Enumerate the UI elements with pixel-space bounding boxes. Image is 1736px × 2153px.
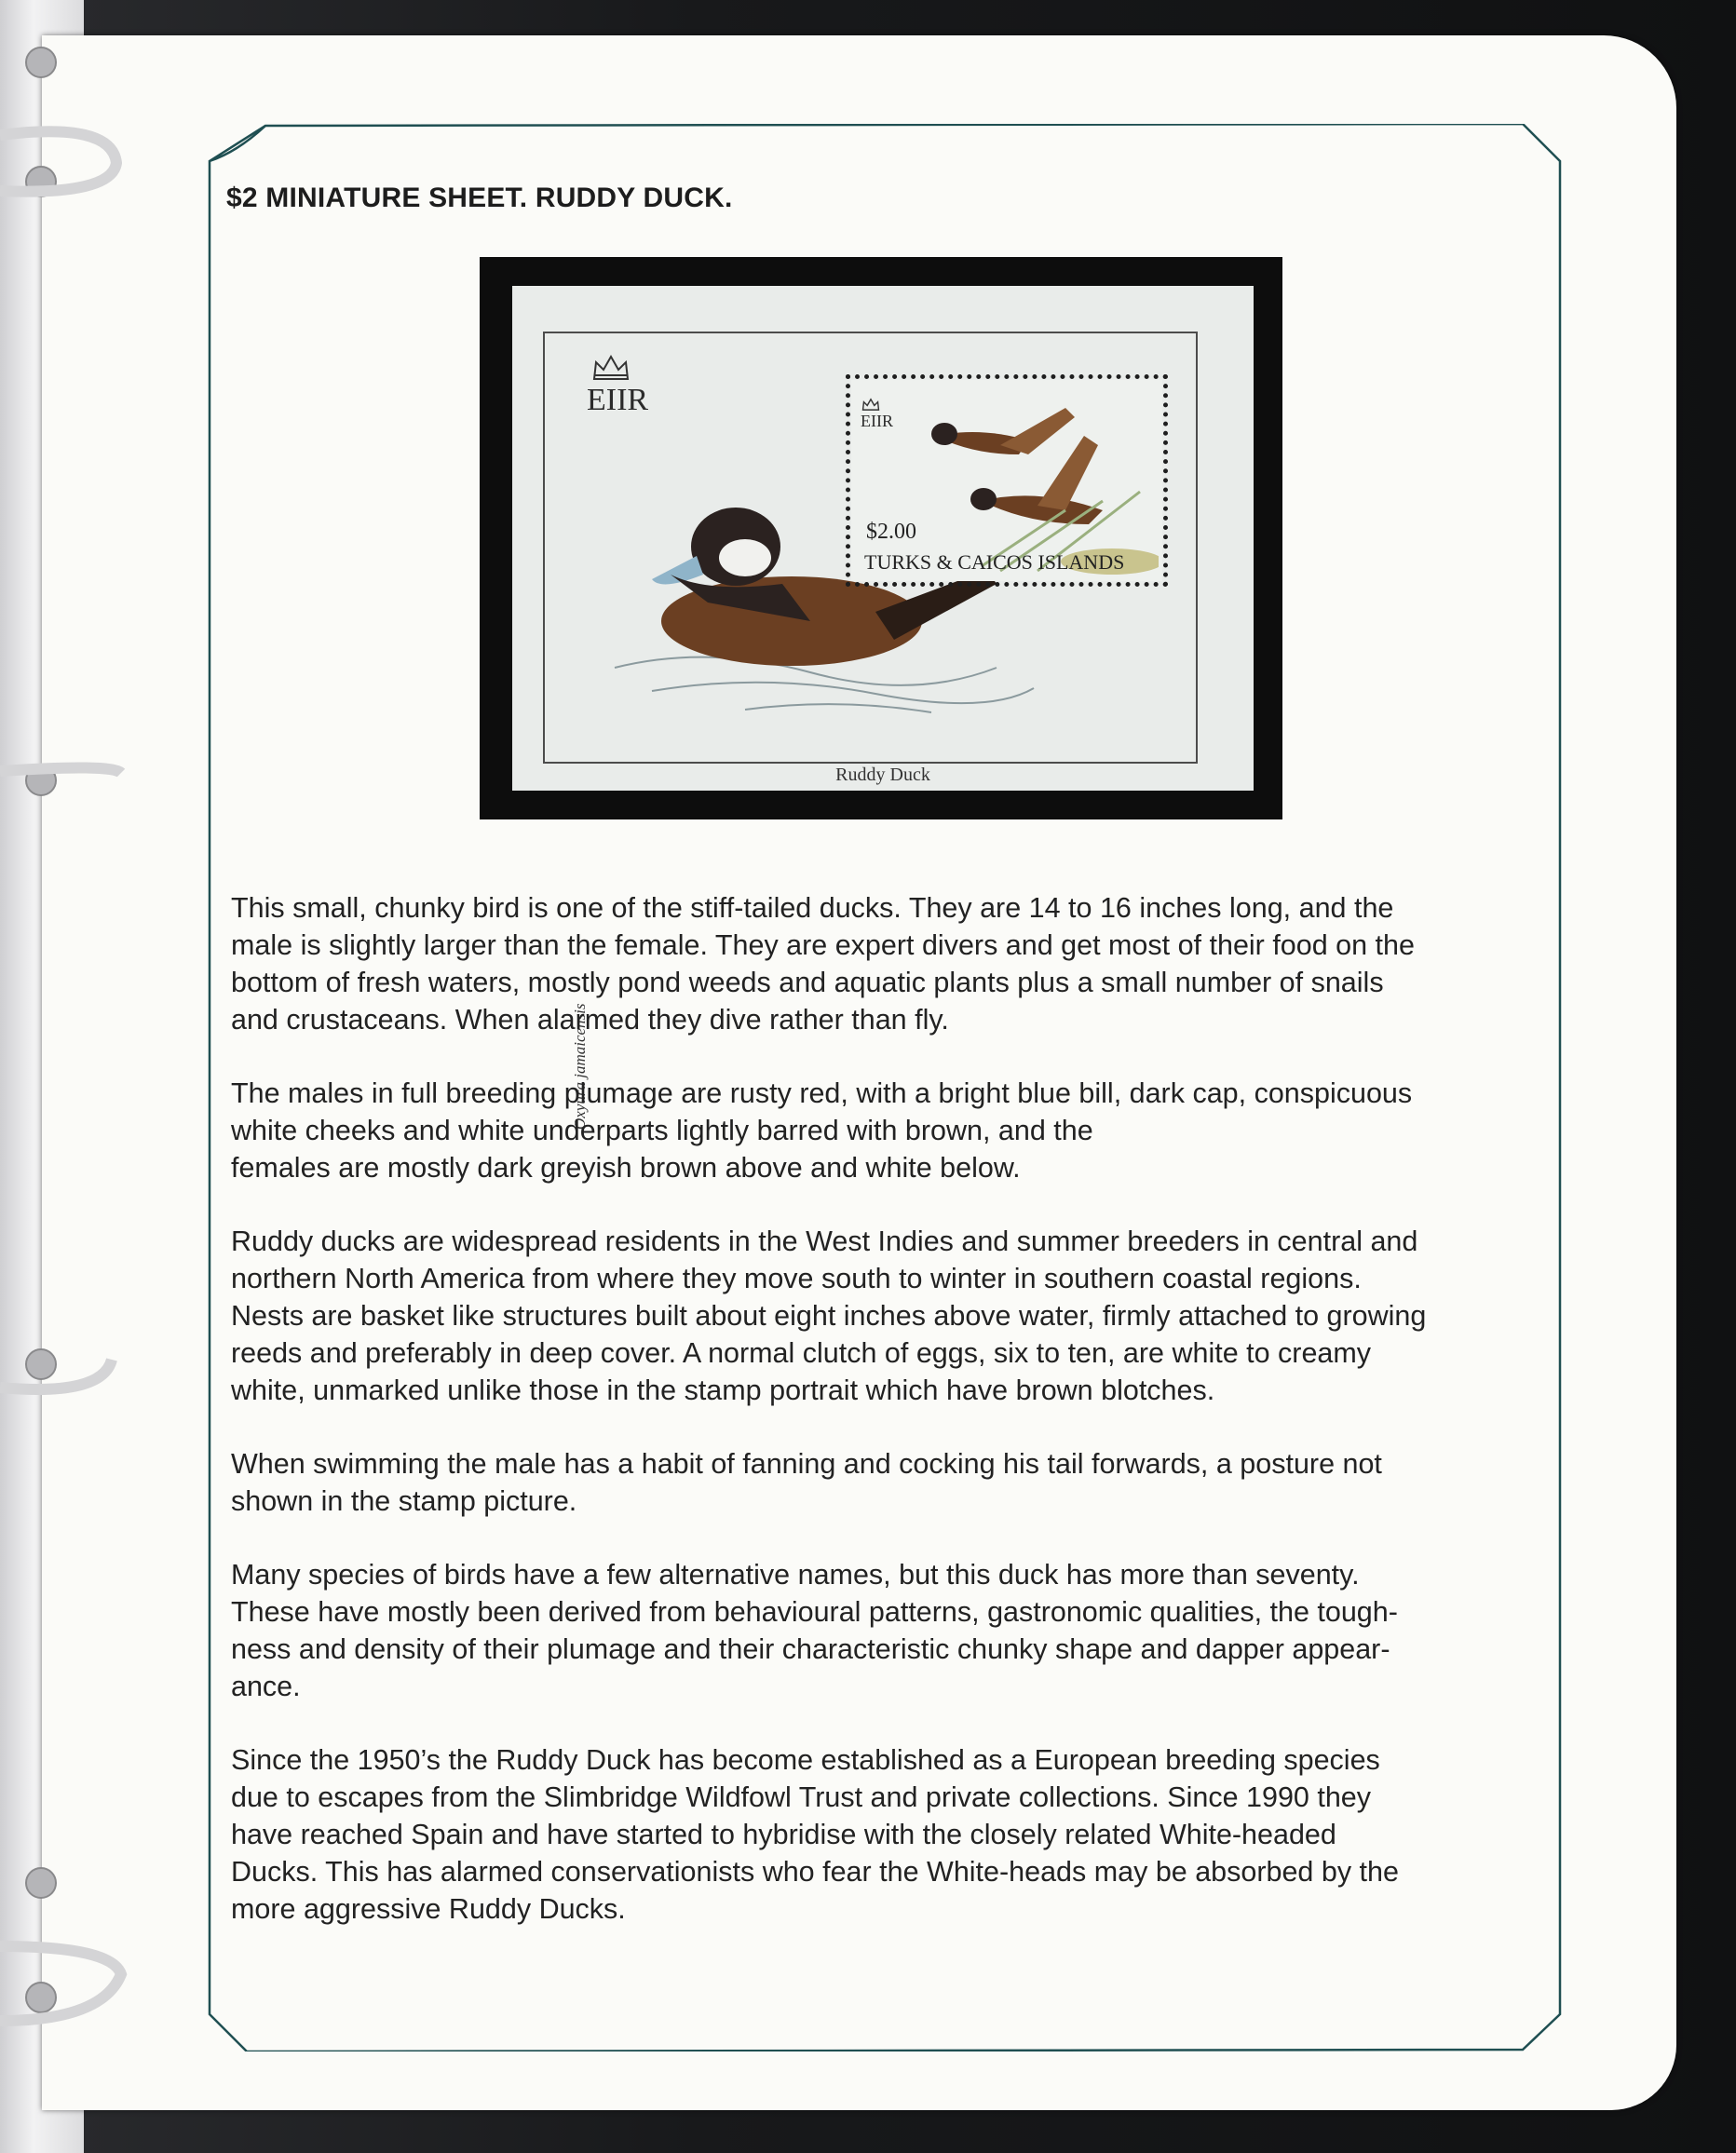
paragraph: When swimming the male has a habit of fanning and cocking his tail forwards, a posture not shown in the stamp picture.	[231, 1448, 1382, 1517]
sheet-caption: Ruddy Duck	[835, 765, 930, 785]
stamp-country: TURKS & CAICOS ISLANDS	[864, 550, 1125, 574]
binder-ring	[0, 1937, 140, 2030]
stamp-cypher	[861, 397, 893, 431]
page-title: $2 MINIATURE SHEET. RUDDY DUCK.	[226, 183, 733, 213]
binder-ring	[0, 745, 140, 801]
latin-name: Oxyura jamaicensis	[571, 1003, 589, 1130]
punch-hole	[25, 47, 57, 78]
paragraph: The males in full breeding plumage are rusty red, with a bright blue bill, dark cap, conspicuous white cheeks and white underparts lightly barred with brown, and the females are mostly dark greyish brown above and white below.	[231, 1077, 1413, 1184]
stamp-value: $2.00	[866, 520, 916, 544]
paragraph: Many species of birds have a few alternative names, but this duck has more than seventy. These have mostly been derived from behavioural patterns, gastronomic qualities, the tough- ness and density of their plumage and their characteristic chunky shape and dapper appear- ance.	[231, 1559, 1398, 1702]
paragraph: Ruddy ducks are widespread residents in the West Indies and summer breeders in central and northern North America from where they move south to winter in southern coastal regions. Nests are basket like structures built about eight inches above water, firmly attached to growing reeds and preferably in deep cover. A normal clutch of eggs, six to ten, are white to creamy white, unmarked unlike those in the stamp portrait which have brown blotches.	[231, 1225, 1427, 1406]
punch-hole	[25, 1867, 57, 1899]
crown-icon	[590, 351, 631, 383]
album-page	[42, 35, 1676, 2110]
paragraph: Since the 1950’s the Ruddy Duck has become established as a European breeding species due to escapes from the Slimbridge Wildfowl Trust and private collections. Since 1990 they have reached Spain and have started to hybridise with the closely related White-headed Ducks. This has alarmed conservationists who fear the White-heads may be absorbed by the more aggressive Ruddy Ducks.	[231, 1744, 1399, 1925]
flying-ducks-illustration	[926, 399, 1159, 575]
royal-cypher	[587, 351, 648, 418]
stamp-cypher-text: EIIR	[861, 412, 893, 430]
binder-ring	[0, 1332, 140, 1406]
perforated-stamp	[851, 380, 1162, 581]
description-text	[231, 889, 1572, 1964]
cypher-text: EIIR	[587, 383, 649, 417]
crown-icon	[861, 397, 881, 412]
binder-ring	[0, 126, 140, 200]
paragraph: This small, chunky bird is one of the stiff-tailed ducks. They are 14 to 16 inches long, and the male is slightly larger than the female. They are expert divers and get most of their food on the bottom of fresh waters, mostly pond weeds and aquatic plants plus a small number of snails and crustaceans. When alarmed they dive rather than fly.	[231, 892, 1415, 1036]
